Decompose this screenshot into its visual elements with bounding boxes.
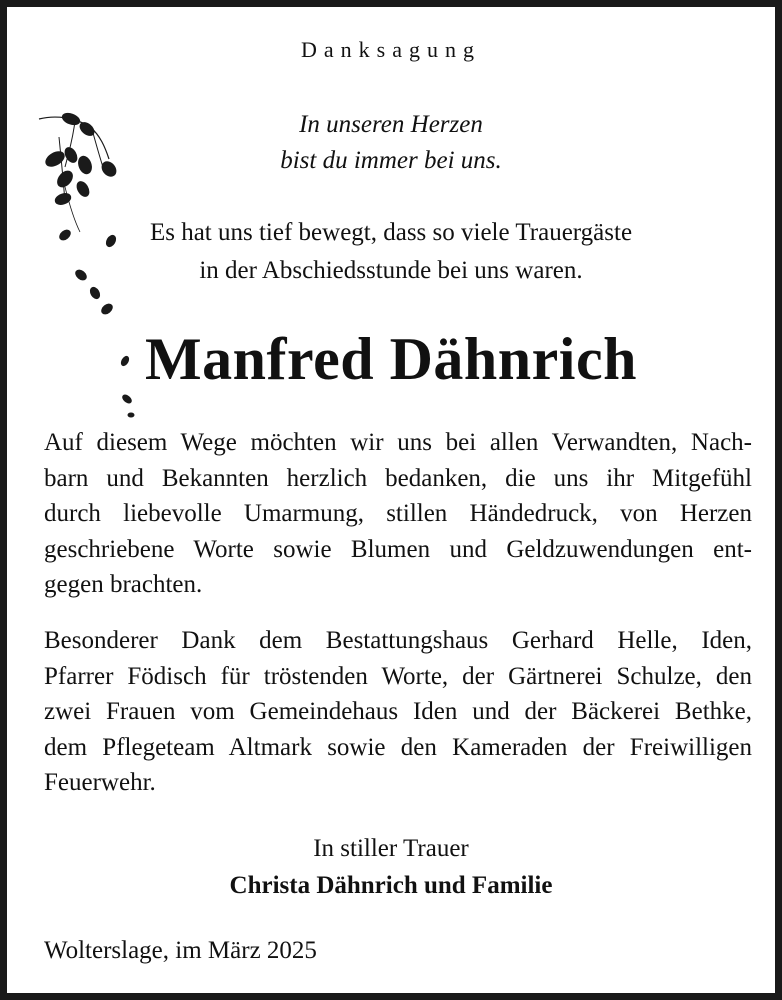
- text-line: barn und Bekannten herzlich bedanken, die uns ihr Mitgefühl: [44, 464, 752, 492]
- text-line: zwei Frauen vom Gemeindehaus Iden und der Bäckerei Bethke,: [44, 698, 752, 725]
- text-line: geschriebene Worte sowie Blumen und Geldzuwendungen ent-: [44, 535, 752, 563]
- intro-line-1: Es hat uns tief bewegt, dass so viele Trauergäste: [149, 219, 633, 246]
- thanks-paragraph: [44, 425, 752, 603]
- text-line: Auf diesem Wege möchten wir uns bei allen Verwandten, Nach-: [44, 429, 752, 456]
- place-date: Wolterslage, im März 2025: [44, 937, 317, 964]
- text-line: Besonderer Dank dem Bestattungshaus Gerhard Helle, Iden,: [44, 627, 752, 654]
- deceased-name: Manfred Dähnrich: [145, 326, 637, 392]
- special-thanks-paragraph: [44, 623, 752, 801]
- signature-line: In stiller Trauer: [313, 835, 469, 862]
- heading: Danksagung: [301, 37, 481, 62]
- text-line: Pfarrer Födisch für tröstenden Worte, der Gärtnerei Schulze, den: [44, 662, 752, 690]
- text-line: Feuerwehr.: [44, 769, 156, 796]
- motto-line-1: In unseren Herzen: [299, 111, 483, 138]
- text-line: dem Pflegeteam Altmark sowie den Kameraden der Freiwilligen: [44, 733, 752, 761]
- motto-line-2: bist du immer bei uns.: [280, 147, 502, 174]
- text-line: durch liebevolle Umarmung, stillen Händedruck, von Herzen: [44, 500, 752, 527]
- signature-family: Christa Dähnrich und Familie: [229, 872, 553, 899]
- text-line: gegen brachten.: [44, 571, 203, 598]
- intro-line-2: in der Abschiedsstunde bei uns waren.: [199, 257, 583, 284]
